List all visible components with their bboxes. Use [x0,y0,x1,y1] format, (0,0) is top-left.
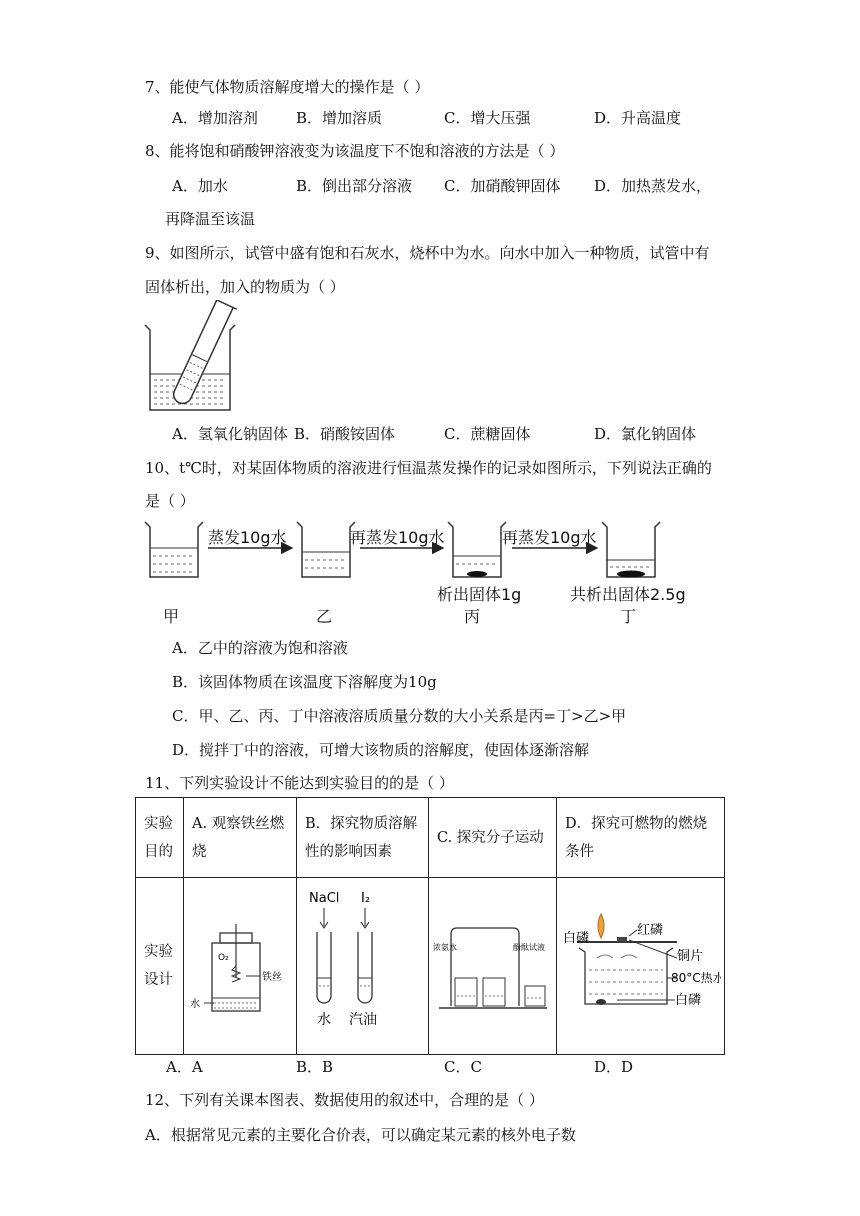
purpose-c: C. 探究分子运动 [429,798,557,878]
label-bing: 丙 [464,607,481,626]
q7-stem: 7、能使气体物质溶解度增大的操作是（ ） [145,78,430,96]
q12-stem: 12、下列有关课本图表、数据使用的叙述中，合理的是（ ） [145,1091,544,1109]
q11-option-a[interactable]: A．A [166,1058,203,1076]
purpose-a: A. 观察铁丝燃 烧 [184,798,297,878]
q8-stem: 8、能将饱和硝酸钾溶液变为该温度下不饱和溶液的方法是（ ） [145,142,565,160]
ding-note: 共析出固体2.5g [570,585,686,604]
q11-option-c[interactable]: C．C [444,1058,482,1076]
arrow2-label: 再蒸发10g水 [350,528,445,547]
design-a [184,878,297,1055]
beaker-bing [448,522,506,577]
q7-option-c[interactable]: C．增大压强 [444,109,531,127]
q10-option-a[interactable]: A．乙中的溶液为饱和溶液 [172,639,348,657]
q10-option-c[interactable]: C．甲、乙、丙、丁中溶液溶质质量分数的大小关系是丙=丁>乙>甲 [172,707,627,725]
svg-text:酚酞试液: 酚酞试液 [513,943,545,952]
svg-text:汽油: 汽油 [349,1012,377,1028]
beaker-jia [145,522,203,577]
q7-option-b[interactable]: B．增加溶质 [296,109,383,127]
svg-text:红磷: 红磷 [637,923,664,938]
arrow3-label: 再蒸发10g水 [502,528,597,547]
q8-option-c[interactable]: C．加硝酸钾固体 [444,177,561,195]
q11-option-d[interactable]: D．D [594,1058,634,1076]
iron-wire-combustion-figure [184,878,296,1044]
svg-text:I₂: I₂ [361,891,371,906]
beaker-ding [602,522,660,578]
q8-option-b[interactable]: B．倒出部分溶液 [296,177,413,195]
svg-text:铜片: 铜片 [677,949,704,964]
svg-text:80°C热水: 80°C热水 [671,971,721,985]
label-yi: 乙 [316,607,333,626]
q9-option-c[interactable]: C．蔗糖固体 [444,425,531,443]
molecular-motion-figure [429,878,556,1044]
q9-beaker-figure [140,300,250,416]
header-design: 实验 设计 [136,878,184,1055]
svg-text:水: 水 [190,999,200,1010]
q9-stem-line2: 固体析出，加入的物质为（ ） [145,278,345,296]
label-ding: 丁 [620,607,637,626]
q10-option-d[interactable]: D．搅拌丁中的溶液，可增大该物质的溶解度，使固体逐渐溶解 [172,741,590,759]
svg-text:铁丝: 铁丝 [262,972,282,983]
label-jia: 甲 [163,607,180,626]
bing-note: 析出固体1g [437,585,522,604]
q7-option-d[interactable]: D．升高温度 [594,109,682,127]
q9-option-b[interactable]: B．硝酸铵固体 [294,425,396,443]
q9-option-a[interactable]: A．氢氧化钠固体 [172,425,288,443]
svg-text:NaCl: NaCl [309,891,340,906]
q8-option-a[interactable]: A．加水 [172,177,228,195]
q9-stem-line1: 9、如图所示，试管中盛有饱和石灰水，烧杯中为水。向水中加入一种物质，试管中有 [145,244,710,262]
svg-text:浓氨水: 浓氨水 [433,943,457,952]
q10-stem-line1: 10、t℃时，对某固体物质的溶液进行恒温蒸发操作的记录如图所示，下列说法正确的 [145,459,712,477]
purpose-d: D．探究可燃物的燃烧 条件 [557,798,725,878]
q11-stem: 11、下列实验设计不能达到实验目的的是（ ） [145,774,454,792]
svg-text:O₂: O₂ [218,953,229,963]
design-d [557,878,725,1055]
svg-text:白磷: 白磷 [675,993,702,1008]
q8-option-d-continued: 再降温至该温 [165,210,256,228]
q10-option-b[interactable]: B．该固体物质在该温度下溶解度为10g [172,673,437,691]
beaker-yi [297,522,355,577]
combustion-conditions-figure [557,878,721,1044]
q11-option-b[interactable]: B．B [296,1058,334,1076]
q8-option-d[interactable]: D．加热蒸发水， [594,177,712,195]
q7-option-a[interactable]: A．增加溶剂 [172,109,258,127]
arrow1-label: 蒸发10g水 [208,528,287,547]
q12-option-a[interactable]: A．根据常见元素的主要化合价表，可以确定某元素的核外电子数 [145,1126,576,1144]
q9-option-d[interactable]: D．氯化钠固体 [594,425,697,443]
design-c [429,878,557,1055]
svg-text:水: 水 [317,1012,331,1028]
solubility-factors-figure [297,878,428,1044]
design-b [297,878,429,1055]
q11-experiment-table [135,797,725,1055]
q10-stem-line2: 是（ ） [145,492,195,510]
header-purpose: 实验 目的 [136,798,184,878]
svg-text:白磷: 白磷 [563,931,590,946]
purpose-b: B．探究物质溶解 性的影响因素 [297,798,429,878]
